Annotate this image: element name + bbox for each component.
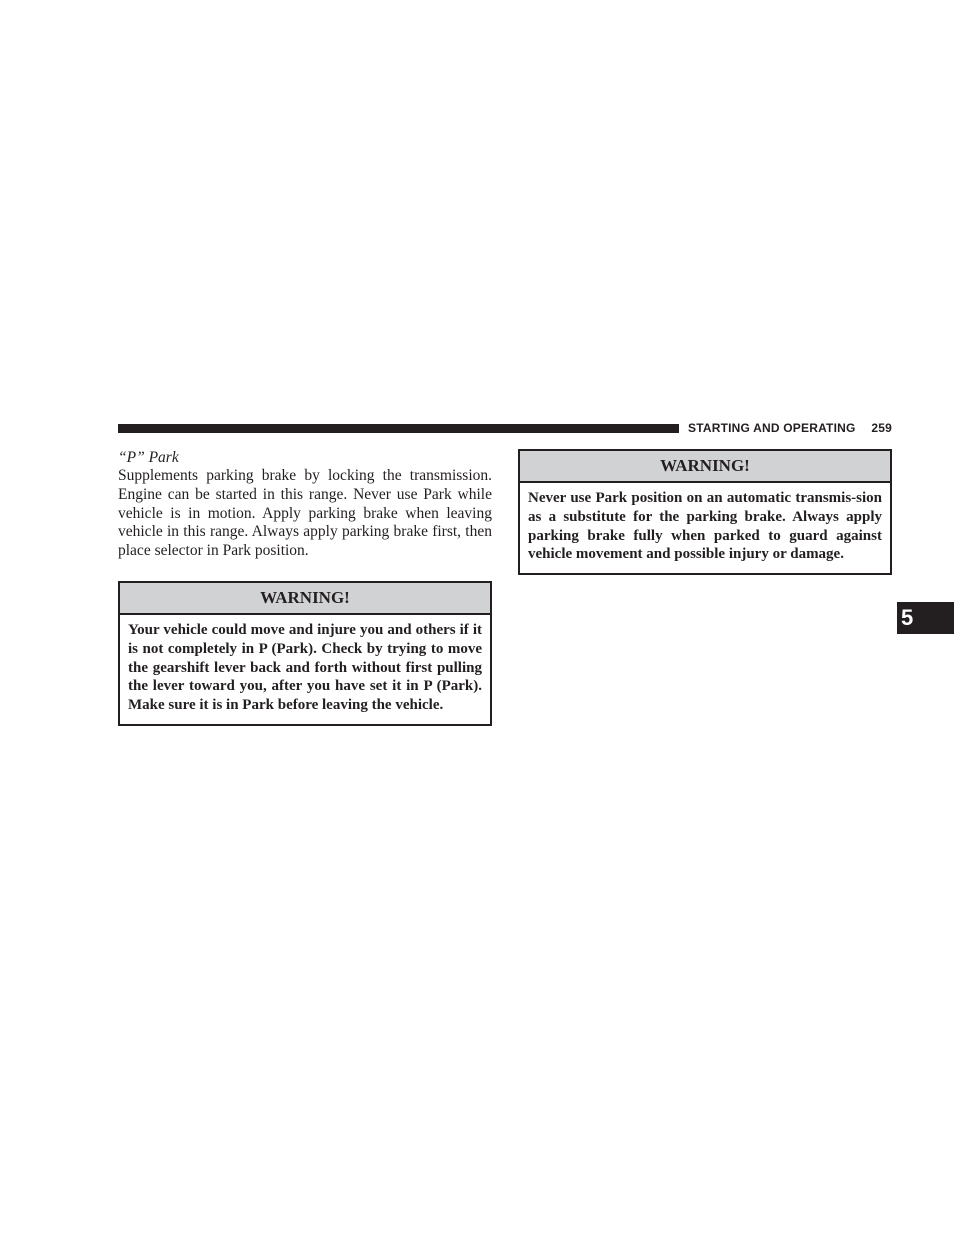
section-title: STARTING AND OPERATING — [688, 421, 856, 435]
page-number: 259 — [871, 421, 892, 435]
running-header — [688, 420, 892, 436]
warning-title: WARNING! — [120, 583, 490, 615]
warning-text: Never use Park position on an automatic transmis-sion as a substitute for the parking brake. Always apply parking brake fully when parked to guard against vehicle movement and possible injury or damage. — [528, 490, 882, 563]
header-rule — [118, 424, 679, 433]
chapter-thumb-tab: 5 — [897, 602, 954, 634]
warning-text: Your vehicle could move and injure you and others if it is not completely in P (Park). Check by trying to move the gearshift lever back and forth without first pulling the lever toward you, after you have set it in P (Park). Make sure it is in Park before leaving the vehicle. — [128, 621, 482, 714]
warning-title: WARNING! — [520, 451, 890, 483]
right-column — [518, 449, 892, 575]
park-description: Supplements parking brake by locking the transmission. Engine can be started in this range. Never use Park while vehicle is in motion. Apply parking brake when leaving vehicle in this range. Always apply parking brake first, then place selector in Park position. — [118, 467, 492, 560]
park-subheading: “P” Park — [118, 449, 179, 466]
warning-box-left — [118, 581, 492, 726]
left-column — [118, 448, 492, 726]
warning-box-right — [518, 449, 892, 575]
